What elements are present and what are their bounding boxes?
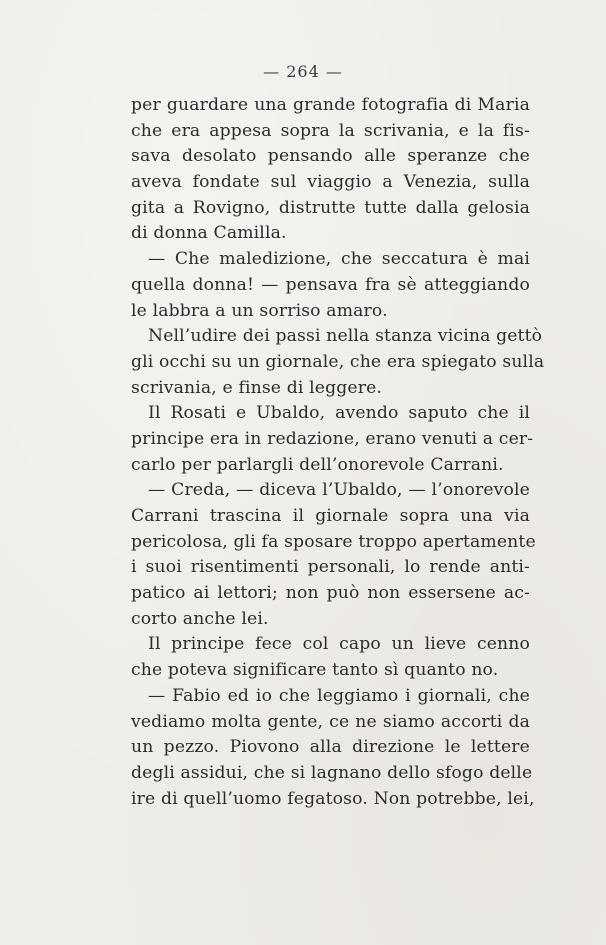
text-line: vediamo molta gente, ce ne siamo accorti da	[131, 711, 530, 732]
text-line: per guardare una grande fotografia di Maria	[131, 95, 530, 115]
text-line: i suoi risentimenti personali, lo rende anti-	[131, 557, 530, 578]
text-line: Il Rosati e Ubaldo, avendo saputo che il	[148, 403, 530, 424]
text-line: carlo per parlargli dell’onorevole Carrani.	[131, 454, 504, 475]
text-line: pericolosa, gli fa sposare troppo apertamente	[131, 531, 536, 552]
text-line: le labbra a un sorriso amaro.	[131, 300, 388, 321]
text-line: Carrani trascina il giornale sopra una via	[131, 506, 530, 526]
text-line: sava desolato pensando alle speranze che	[131, 146, 530, 167]
page-number: — 264 —	[263, 62, 343, 81]
text-line: di donna Camilla.	[131, 223, 287, 244]
text-line: scrivania, e finse di leggere.	[131, 377, 383, 398]
text-line: degli assidui, che si lagnano dello sfogo delle	[131, 762, 533, 783]
text-line: che era appesa sopra la scrivania, e la fis-	[131, 120, 530, 141]
text-line: gli occhi su un giornale, che era spiegato sulla	[131, 351, 545, 372]
text-line: Il principe fece col capo un lieve cenno	[148, 634, 530, 655]
text-line: — Creda, — diceva l’Ubaldo, — l’onorevole	[148, 480, 530, 501]
text-line: gita a Rovigno, distrutte tutte dalla gelosia	[131, 197, 530, 218]
text-line: — Che maledizione, che seccatura è mai	[148, 249, 530, 270]
text-line: Nell’udire dei passi nella stanza vicina gettò	[148, 326, 543, 347]
text-line: aveva fondate sul viaggio a Venezia, sulla	[131, 172, 530, 193]
text-line: ire di quell’uomo fegatoso. Non potrebbe, lei,	[131, 788, 535, 809]
text-line: principe era in redazione, erano venuti a cer-	[131, 428, 534, 449]
text-line: che poteva significare tanto sì quanto no.	[131, 660, 499, 681]
text-line: un pezzo. Piovono alla direzione le lettere	[131, 737, 530, 758]
text-line: — Fabio ed io che leggiamo i giornali, che	[148, 685, 530, 706]
text-line: quella donna! — pensava fra sè atteggiando	[131, 274, 530, 295]
text-line: corto anche lei.	[131, 608, 269, 629]
text-line: patico ai lettori; non può non essersene ac-	[131, 583, 530, 604]
body-text	[131, 93, 545, 812]
